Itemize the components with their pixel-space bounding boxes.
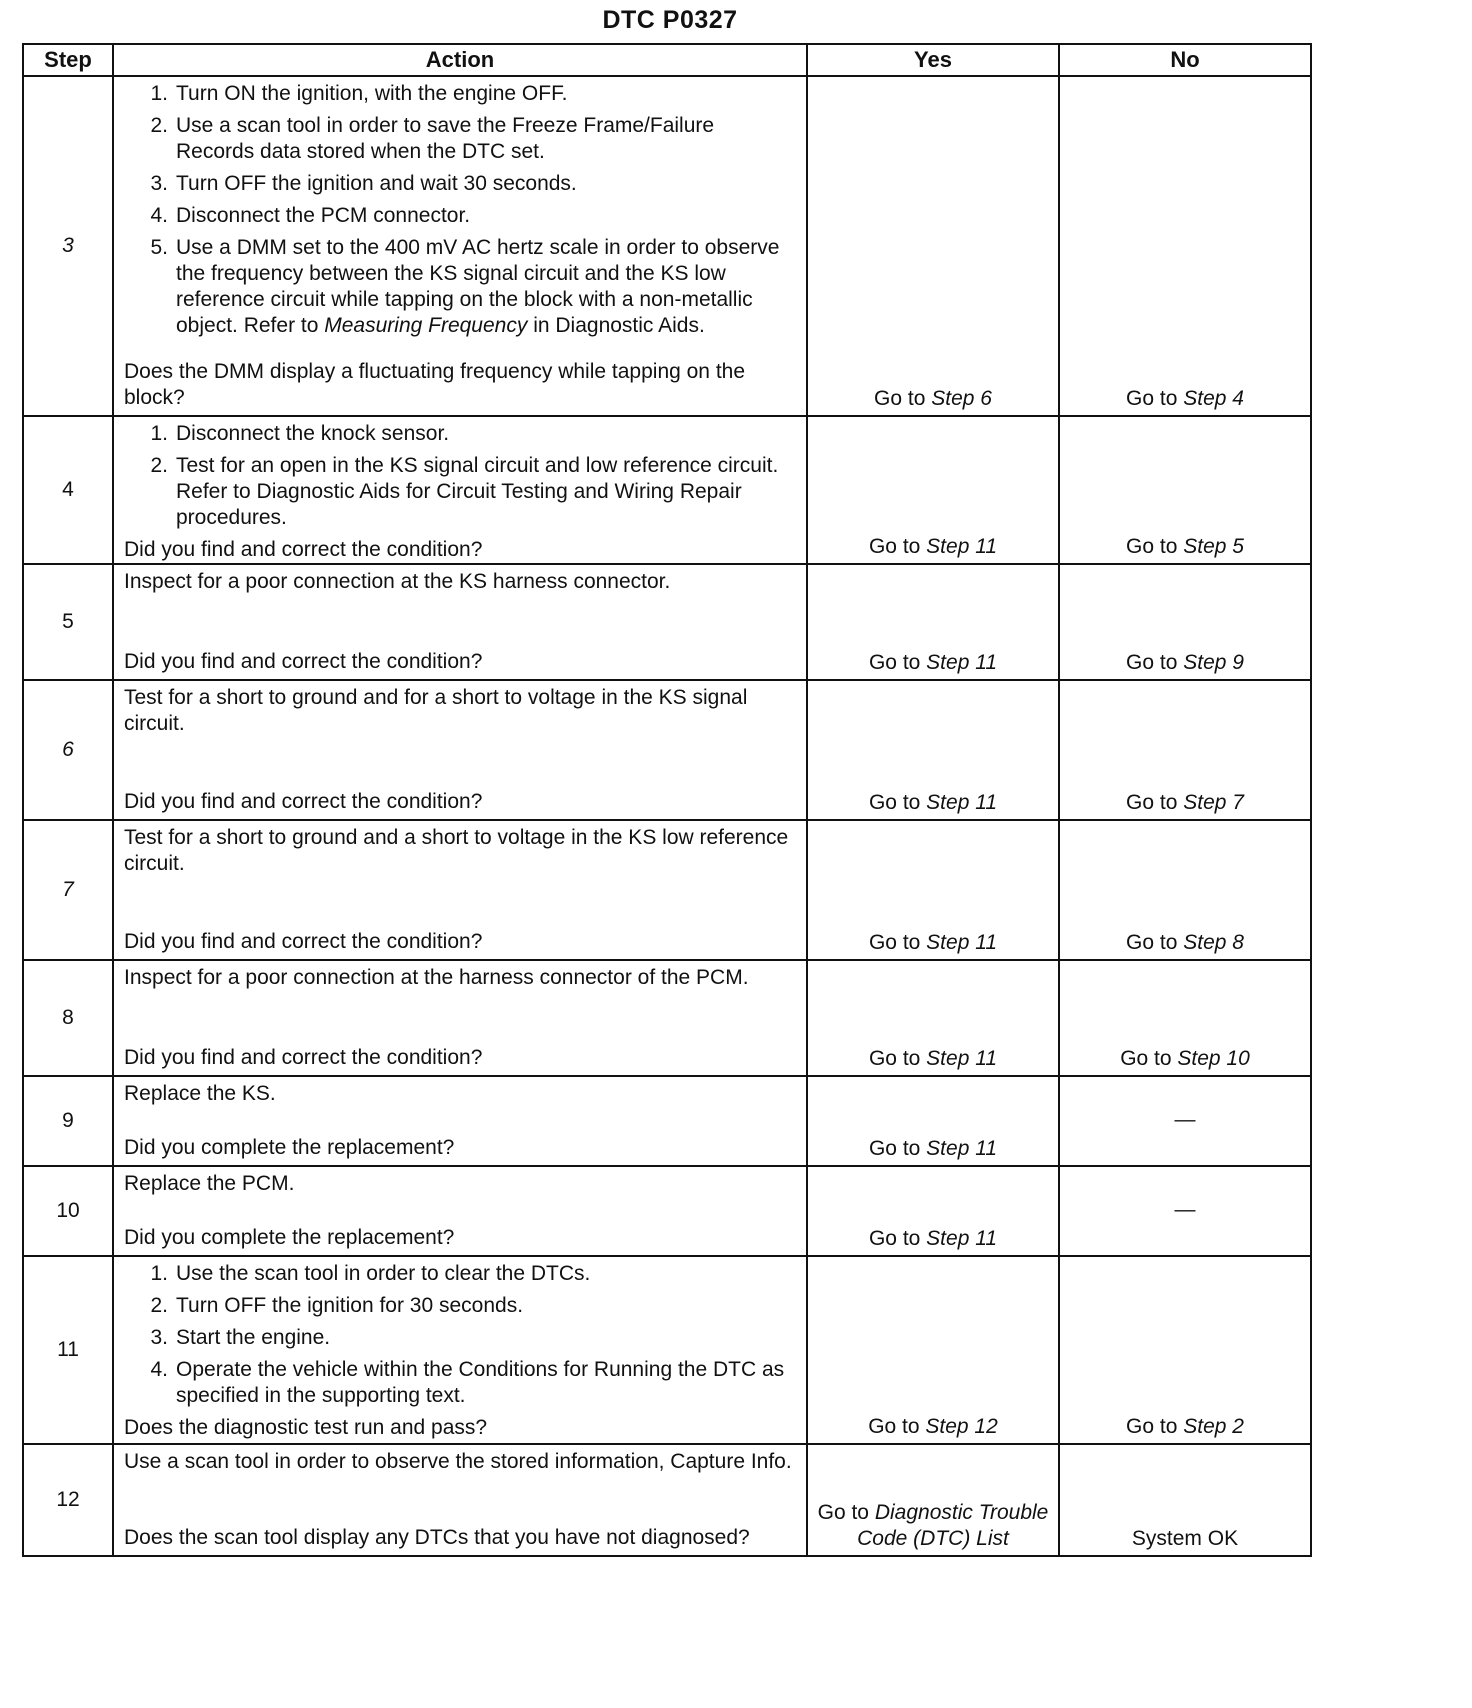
no-cell: Go to Step 7 bbox=[1059, 680, 1311, 820]
yes-cell: Go to Step 12 bbox=[807, 1256, 1059, 1444]
question-text: Did you complete the replacement? bbox=[124, 1226, 455, 1249]
yes-cell: Go to Step 11 bbox=[807, 820, 1059, 960]
diagnostic-table bbox=[22, 43, 1312, 1557]
no-cell: — bbox=[1059, 1076, 1311, 1166]
step-number: 10 bbox=[23, 1166, 113, 1256]
action-list bbox=[124, 421, 798, 537]
table-row-step-3 bbox=[23, 76, 1311, 416]
header-no: No bbox=[1059, 44, 1311, 76]
table-row-step-11 bbox=[23, 1256, 1311, 1444]
question-text: Does the DMM display a fluctuating frequency while tapping on the block? bbox=[124, 360, 746, 409]
action-list bbox=[124, 1261, 798, 1415]
no-cell: — bbox=[1059, 1166, 1311, 1256]
step-number: 4 bbox=[23, 416, 113, 564]
yes-cell: Go to Diagnostic Trouble Code (DTC) List bbox=[807, 1444, 1059, 1556]
question-text: Does the scan tool display any DTCs that you have not diagnosed? bbox=[124, 1526, 750, 1549]
step-number: 6 bbox=[23, 680, 113, 820]
action-text: Inspect for a poor connection at the KS harness connector. bbox=[124, 570, 671, 593]
action-cell bbox=[113, 820, 807, 960]
no-cell: System OK bbox=[1059, 1444, 1311, 1556]
header-step: Step bbox=[23, 44, 113, 76]
reference-link-text: Measuring Frequency bbox=[324, 314, 528, 337]
question-text: Did you complete the replacement? bbox=[124, 1136, 455, 1159]
list-item: 1. Disconnect the knock sensor. bbox=[150, 422, 450, 445]
list-item: 2. Turn OFF the ignition for 30 seconds. bbox=[150, 1294, 524, 1317]
action-cell bbox=[113, 76, 807, 416]
yes-cell: Go to Step 11 bbox=[807, 680, 1059, 820]
question-text: Did you find and correct the condition? bbox=[124, 650, 483, 673]
table-row-step-9 bbox=[23, 1076, 1311, 1166]
step-number: 8 bbox=[23, 960, 113, 1076]
list-item: 1. Turn ON the ignition, with the engine OFF. bbox=[150, 82, 568, 105]
no-cell: Go to Step 4 bbox=[1059, 76, 1311, 416]
action-cell bbox=[113, 680, 807, 820]
table-row-step-10 bbox=[23, 1166, 1311, 1256]
yes-cell: Go to Step 11 bbox=[807, 1076, 1059, 1166]
step-number: 3 bbox=[23, 76, 113, 416]
question-text: Did you find and correct the condition? bbox=[124, 790, 483, 813]
question-text: Did you find and correct the condition? bbox=[124, 538, 483, 561]
no-cell: Go to Step 10 bbox=[1059, 960, 1311, 1076]
step-number: 12 bbox=[23, 1444, 113, 1556]
action-cell bbox=[113, 1256, 807, 1444]
yes-cell: Go to Step 6 bbox=[807, 76, 1059, 416]
list-item: 2. Use a scan tool in order to save the Freeze Frame/Failure Records data stored when the DTC set. bbox=[150, 114, 715, 163]
step-number: 9 bbox=[23, 1076, 113, 1166]
step-number: 5 bbox=[23, 564, 113, 680]
table-row-step-4 bbox=[23, 416, 1311, 564]
table-row-step-5 bbox=[23, 564, 1311, 680]
no-cell: Go to Step 9 bbox=[1059, 564, 1311, 680]
yes-cell: Go to Step 11 bbox=[807, 1166, 1059, 1256]
action-cell bbox=[113, 564, 807, 680]
no-cell: Go to Step 5 bbox=[1059, 416, 1311, 564]
action-text: Test for a short to ground and a short to voltage in the KS low reference circuit. bbox=[124, 826, 789, 875]
action-text: Use a scan tool in order to observe the stored information, Capture Info. bbox=[124, 1450, 792, 1473]
action-cell bbox=[113, 1444, 807, 1556]
header-action: Action bbox=[113, 44, 807, 76]
yes-cell: Go to Step 11 bbox=[807, 960, 1059, 1076]
list-item: 3. Start the engine. bbox=[150, 1326, 331, 1349]
yes-cell: Go to Step 11 bbox=[807, 416, 1059, 564]
action-cell bbox=[113, 416, 807, 564]
list-item: 1. Use the scan tool in order to clear the DTCs. bbox=[150, 1262, 591, 1285]
action-cell bbox=[113, 1166, 807, 1256]
step-number: 7 bbox=[23, 820, 113, 960]
action-text: Inspect for a poor connection at the harness connector of the PCM. bbox=[124, 966, 749, 989]
document-title: DTC P0327 bbox=[602, 6, 738, 34]
step-number: 11 bbox=[23, 1256, 113, 1444]
table-row-step-8 bbox=[23, 960, 1311, 1076]
no-cell: Go to Step 8 bbox=[1059, 820, 1311, 960]
list-item: 3. Turn OFF the ignition and wait 30 seconds. bbox=[150, 172, 577, 195]
action-list bbox=[124, 81, 798, 345]
action-cell bbox=[113, 1076, 807, 1166]
table-row-step-12 bbox=[23, 1444, 1311, 1556]
list-item: 5. Use a DMM set to the 400 mV AC hertz scale in order to observe the frequency between the KS signal circuit and the KS low reference circuit while tapping on the block with a non-metallic object. Refer to Measuring Frequency in Diagnostic Aids. bbox=[150, 236, 780, 337]
table-row-step-7 bbox=[23, 820, 1311, 960]
question-text: Does the diagnostic test run and pass? bbox=[124, 1416, 488, 1439]
yes-cell: Go to Step 11 bbox=[807, 564, 1059, 680]
action-text: Test for a short to ground and for a short to voltage in the KS signal circuit. bbox=[124, 686, 748, 735]
table-row-step-6 bbox=[23, 680, 1311, 820]
list-item: 4. Operate the vehicle within the Conditions for Running the DTC as specified in the supporting text. bbox=[150, 1358, 785, 1407]
action-cell bbox=[113, 960, 807, 1076]
no-cell: Go to Step 2 bbox=[1059, 1256, 1311, 1444]
list-item: 2. Test for an open in the KS signal circuit and low reference circuit. Refer to Diagnostic Aids for Circuit Testing and Wiring Repair procedures. bbox=[150, 454, 779, 529]
list-item: 4. Disconnect the PCM connector. bbox=[150, 204, 471, 227]
action-text: Replace the PCM. bbox=[124, 1172, 295, 1195]
action-text: Replace the KS. bbox=[124, 1082, 276, 1105]
header-yes: Yes bbox=[807, 44, 1059, 76]
question-text: Did you find and correct the condition? bbox=[124, 930, 483, 953]
question-text: Did you find and correct the condition? bbox=[124, 1046, 483, 1069]
table-header-row bbox=[23, 44, 1311, 76]
